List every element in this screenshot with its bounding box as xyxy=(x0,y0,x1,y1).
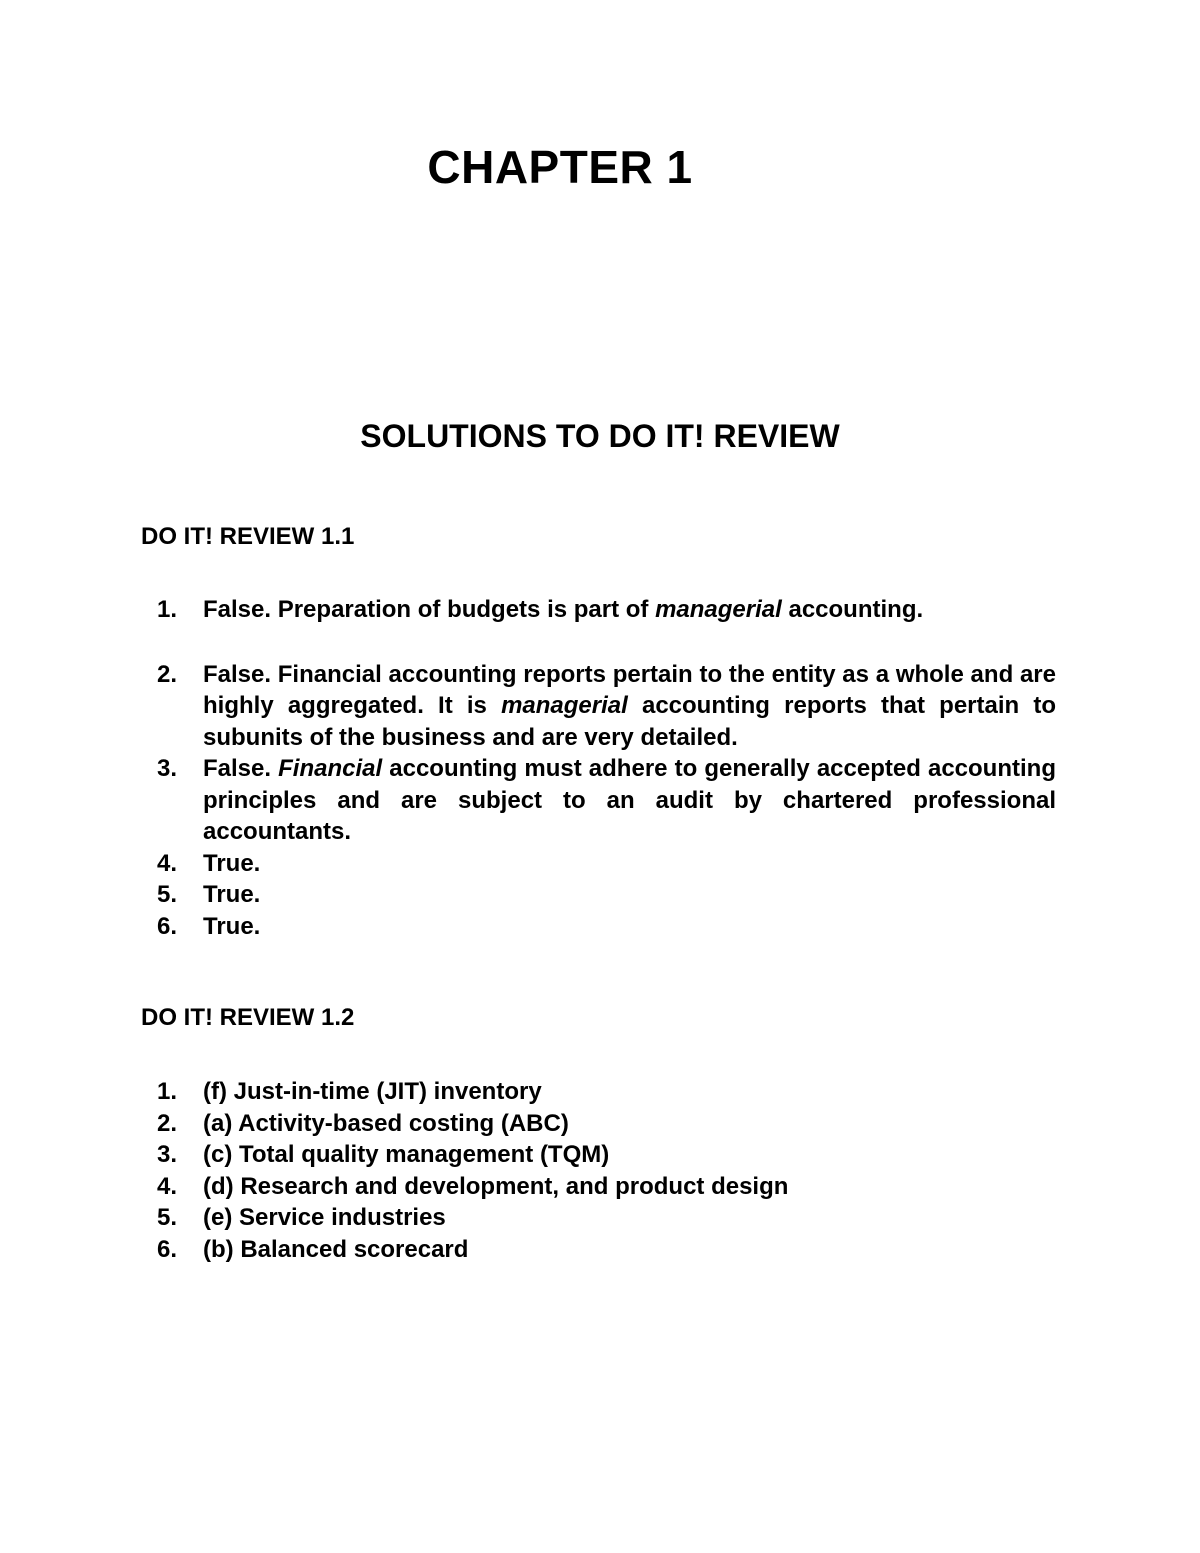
item-number: 5. xyxy=(157,1204,178,1231)
item-text: (b) Balanced scorecard xyxy=(203,1235,469,1263)
item-text: (a) Activity-based costing (ABC) xyxy=(203,1109,569,1137)
review-1-1-heading: DO IT! REVIEW 1.1 xyxy=(141,523,355,550)
list-item xyxy=(141,1202,1056,1234)
review-1-2-list xyxy=(141,1076,1056,1265)
list-item xyxy=(141,1139,1056,1171)
item-text: (e) Service industries xyxy=(203,1204,446,1231)
item-text: (f) Just-in-time (JIT) inventory xyxy=(203,1078,542,1105)
list-item xyxy=(141,594,1056,626)
chapter-title: CHAPTER 1 xyxy=(427,141,693,193)
item-number: 2. xyxy=(157,1109,178,1137)
list-item xyxy=(141,1108,1056,1140)
section-title: SOLUTIONS TO DO IT! REVIEW xyxy=(360,418,840,454)
item-number: 1. xyxy=(157,596,178,623)
list-item xyxy=(141,879,1056,911)
item-number: 4. xyxy=(157,849,178,877)
list-item xyxy=(141,848,1056,880)
item-text: (d) Research and development, and product design xyxy=(203,1172,789,1200)
item-number: 3. xyxy=(157,755,178,782)
list-item xyxy=(141,1234,1056,1266)
item-number: 2. xyxy=(157,660,178,688)
item-text: (c) Total quality management (TQM) xyxy=(203,1141,610,1168)
item-text: True. xyxy=(203,912,261,940)
list-item xyxy=(141,659,1056,754)
item-number: 6. xyxy=(157,912,178,940)
item-number: 1. xyxy=(157,1078,178,1105)
item-text: True. xyxy=(203,849,261,877)
item-number: 4. xyxy=(157,1172,178,1200)
list-item xyxy=(141,911,1056,943)
item-text: False. Financial accounting reports pertain to the entity as a whole and are highly aggregated. It is managerial accounting reports that pertain to subunits of the business and are very detailed. xyxy=(203,660,1056,751)
review-1-2-heading: DO IT! REVIEW 1.2 xyxy=(141,1004,355,1031)
review-1-1-list xyxy=(141,594,1056,942)
item-number: 5. xyxy=(157,881,178,908)
item-number: 6. xyxy=(157,1235,178,1263)
list-item xyxy=(141,753,1056,848)
item-text: False. Preparation of budgets is part of managerial accounting. xyxy=(203,596,924,623)
list-item xyxy=(141,1171,1056,1203)
item-text: False. Financial accounting must adhere to generally accepted accounting principles and are subject to an audit by chartered professional accountants. xyxy=(203,755,1056,845)
item-number: 3. xyxy=(157,1141,178,1168)
list-item xyxy=(141,1076,1056,1108)
item-text: True. xyxy=(203,881,261,908)
